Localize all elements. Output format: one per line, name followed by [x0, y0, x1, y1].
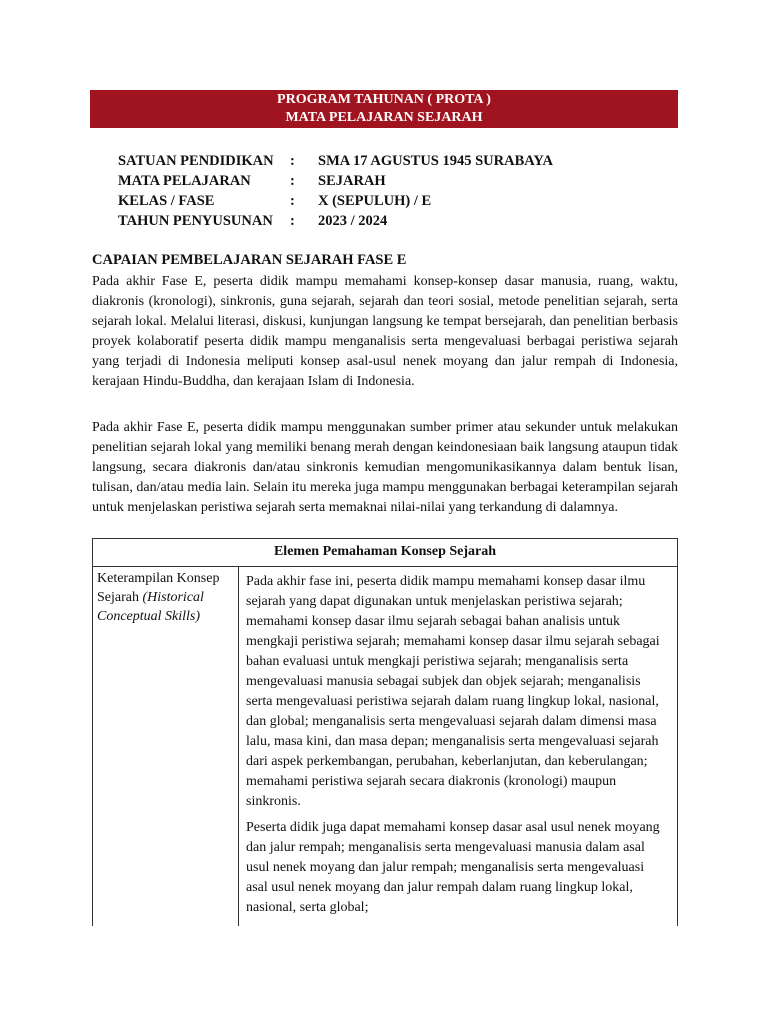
meta-value: SMA 17 AGUSTUS 1945 SURABAYA [318, 153, 554, 169]
meta-separator: : [290, 193, 295, 209]
body-paragraph: Pada akhir Fase E, peserta didik mampu memahami konsep-konsep dasar manusia, ruang, waktu, diakronis (kronologi), sinkronis, guna sejarah, sejarah dan teori sosial, metode penelitian sejarah, serta sejarah lokal. Melalui literasi, diskusi, kunjungan langsung ke tempat bersejarah, dan penelitian berbasis proyek kolaboratif peserta didik mampu menganalisis serta mengevaluasi berbagai peristiwa sejarah yang terjadi di Indonesia meliputi konsep asal-usul nenek moyang dan jalur rempah di Indonesia, kerajaan Hindu-Buddha, dan kerajaan Islam di Indonesia. [92, 274, 678, 389]
element-description: Pada akhir fase ini, peserta didik mampu memahami konsep dasar ilmu sejarah yang dapat digunakan untuk menjelaskan peristiwa sejarah; memahami konsep dasar ilmu sejarah sebagai bahan analisis untuk mengkaji peristiwa sejarah; memahami konsep dasar ilmu sejarah sebagai bahan evaluasi untuk mengkaji peristiwa sejarah; menganalisis serta mengevaluasi manusia sebagai subjek dan objek sejarah; menganalisis serta mengevaluasi peristiwa sejarah dalam ruang lingkup lokal, nasional, dan global; menganalisis serta mengevaluasi sejarah dalam dimensi masa lalu, masa kini, dan masa depan; menganalisis serta mengevaluasi sejarah dari aspek perkembangan, perubahan, keberlanjutan, dan keberulangan; memahami peristiwa sejarah secara diakronis (kronologi) maupun sinkronis. [246, 574, 660, 809]
document-subtitle: MATA PELAJARAN SEJARAH [285, 110, 483, 125]
meta-separator: : [290, 173, 295, 189]
table-header: Elemen Pemahaman Konsep Sejarah [93, 539, 677, 567]
meta-value: X (SEPULUH) / E [318, 193, 432, 209]
meta-label: MATA PELAJARAN [118, 173, 251, 189]
element-description: Peserta didik juga dapat memahami konsep dasar asal usul nenek moyang dan jalur rempah; menganalisis serta mengevaluasi manusia dalam asal usul nenek moyang dan jalur rempah; menganalisis serta mengevaluasi asal usul nenek moyang dan jalur rempah dalam ruang lingkup lokal, nasional, serta global; [246, 820, 660, 915]
element-name-english: (Historical Conceptual Skills) [97, 590, 204, 624]
meta-row-mapel [118, 171, 553, 191]
meta-label: SATUAN PENDIDIKAN [118, 153, 274, 169]
meta-row-satuan [118, 151, 553, 171]
table-row [93, 566, 677, 926]
meta-label: TAHUN PENYUSUNAN [118, 213, 273, 229]
element-name-cell [93, 566, 239, 926]
element-name: Keterampilan Konsep Sejarah [97, 571, 220, 605]
title-banner [90, 90, 678, 128]
identity-block [118, 151, 553, 231]
meta-value: 2023 / 2024 [318, 213, 388, 229]
element-description-cell [240, 566, 677, 926]
document-title: PROGRAM TAHUNAN ( PROTA ) [277, 92, 491, 107]
meta-value: SEJARAH [318, 173, 386, 189]
meta-label: KELAS / FASE [118, 193, 215, 209]
meta-separator: : [290, 153, 295, 169]
meta-row-tahun [118, 211, 553, 231]
body-paragraph: Pada akhir Fase E, peserta didik mampu menggunakan sumber primer atau sekunder untuk melakukan penelitian sejarah lokal yang memiliki benang merah dengan keindonesiaan baik langsung ataupun tidak langsung, secara diakronis dan/atau sinkronis kemudian mengomunikasikannya dalam bentuk lisan, tulisan, dan/atau media lain. Selain itu mereka juga mampu menggunakan berbagai keterampilan sejarah untuk menjelaskan peristiwa sejarah serta memaknai nilai-nilai yang terkandung di dalamnya. [92, 420, 678, 515]
meta-separator: : [290, 213, 295, 229]
section-heading: CAPAIAN PEMBELAJARAN SEJARAH FASE E [92, 252, 407, 268]
meta-row-kelas [118, 191, 553, 211]
element-table [92, 538, 678, 926]
